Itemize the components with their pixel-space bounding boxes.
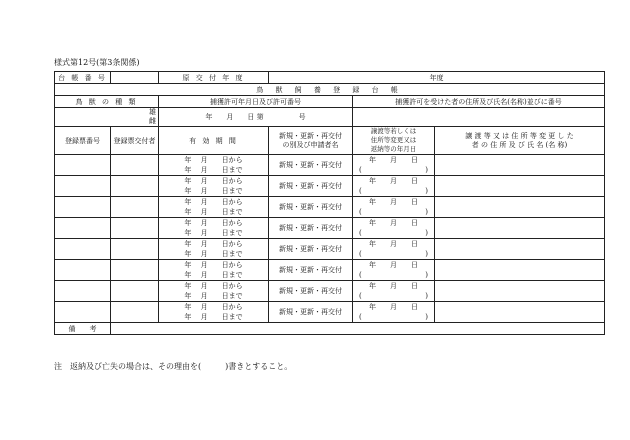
type-header (269, 127, 353, 155)
transfer-date-text: 年 月 日 (369, 303, 418, 311)
period-from: 年 月 日から (184, 240, 243, 248)
period-from: 年 月 日から (184, 156, 243, 164)
type-cell[interactable]: 新規・更新・再交付 (269, 176, 353, 197)
remarks-value[interactable] (111, 323, 605, 335)
transfer-date-text: 年 月 日 (369, 219, 418, 227)
validity-cell[interactable] (159, 302, 269, 323)
paren-open: ( (359, 292, 362, 300)
transfer-date-cell[interactable] (353, 155, 435, 176)
recipient-cell[interactable] (111, 260, 159, 281)
transfer-header-line2: 住所等変更又は (370, 136, 417, 144)
paren-open: ( (359, 313, 362, 321)
species-value[interactable] (55, 108, 159, 127)
paren-close: ) (425, 292, 428, 300)
transferee-header-line1: 譲 渡 等 又 は 住 所 等 変 更 し た (465, 131, 574, 140)
transfer-date-cell[interactable] (353, 176, 435, 197)
transferee-cell[interactable] (435, 155, 605, 176)
reg-no-cell[interactable] (55, 260, 111, 281)
period-from: 年 月 日から (184, 261, 243, 269)
ledger-number-row (55, 72, 605, 84)
validity-cell[interactable] (159, 155, 269, 176)
permit-holder-value[interactable] (353, 108, 605, 127)
recipient-cell[interactable] (111, 239, 159, 260)
type-cell[interactable]: 新規・更新・再交付 (269, 281, 353, 302)
period-to: 年 月 日まで (184, 229, 243, 237)
transfer-date-text: 年 月 日 (369, 156, 418, 164)
type-cell[interactable]: 新規・更新・再交付 (269, 302, 353, 323)
table-row (55, 239, 605, 260)
paren-open: ( (359, 208, 362, 216)
transferee-cell[interactable] (435, 239, 605, 260)
reg-no-cell[interactable] (55, 197, 111, 218)
table-row (55, 281, 605, 302)
table-row (55, 176, 605, 197)
sex-label: 雄雌 (149, 108, 156, 125)
ledger-number-label: 台 帳 番 号 (55, 72, 111, 84)
type-cell[interactable]: 新規・更新・再交付 (269, 218, 353, 239)
footer-note: 注 返納及び亡失の場合は、その理由を( )書きとすること。 (54, 362, 293, 371)
type-header-line2: の別及び申請者名 (282, 140, 339, 149)
ledger-number-value[interactable] (111, 72, 159, 84)
permit-date-value[interactable]: 年 月 日 第 号 (159, 108, 353, 127)
species-label: 鳥 獣 の 種 類 (55, 96, 159, 108)
transfer-date-cell[interactable] (353, 302, 435, 323)
species-header-row (55, 96, 605, 108)
remarks-row (55, 323, 605, 335)
period-from: 年 月 日から (184, 177, 243, 185)
validity-cell[interactable] (159, 176, 269, 197)
paren-close: ) (425, 271, 428, 279)
reg-no-cell[interactable] (55, 302, 111, 323)
paren-open: ( (359, 187, 362, 195)
paren-close: ) (425, 187, 428, 195)
entry-rows (55, 155, 605, 323)
type-cell[interactable]: 新規・更新・再交付 (269, 197, 353, 218)
transfer-date-cell[interactable] (353, 197, 435, 218)
reg-no-cell[interactable] (55, 239, 111, 260)
recipient-cell[interactable] (111, 197, 159, 218)
type-cell[interactable]: 新規・更新・再交付 (269, 260, 353, 281)
species-value-row (55, 108, 605, 127)
period-from: 年 月 日から (184, 198, 243, 206)
original-year-label: 原 交 付 年 度 (159, 72, 269, 84)
table-row (55, 155, 605, 176)
recipient-cell[interactable] (111, 176, 159, 197)
table-row (55, 218, 605, 239)
period-to: 年 月 日まで (184, 292, 243, 300)
paren-close: ) (425, 250, 428, 258)
ledger-title: 鳥 獣 飼 養 登 録 台 帳 (55, 84, 605, 96)
transferee-cell[interactable] (435, 197, 605, 218)
validity-header: 有 効 期 間 (159, 127, 269, 155)
recipient-cell[interactable] (111, 302, 159, 323)
paren-close: ) (425, 229, 428, 237)
transfer-header-line3: 返納等の年月日 (370, 145, 417, 153)
paren-open: ( (359, 229, 362, 237)
paren-open: ( (359, 250, 362, 258)
period-from: 年 月 日から (184, 219, 243, 227)
period-to: 年 月 日まで (184, 187, 243, 195)
paren-open: ( (359, 166, 362, 174)
transferee-header-line2: 者 の 住 所 及 び 氏 名 (名 称) (471, 140, 568, 149)
registration-ledger-table (54, 71, 605, 335)
ledger-title-row (55, 84, 605, 96)
table-row (55, 197, 605, 218)
type-cell[interactable]: 新規・更新・再交付 (269, 155, 353, 176)
period-to: 年 月 日まで (184, 271, 243, 279)
recipient-header: 登録票交付者 (111, 127, 159, 155)
transfer-header-line1: 譲渡等若しくは (370, 127, 417, 135)
period-to: 年 月 日まで (184, 208, 243, 216)
paren-close: ) (425, 208, 428, 216)
recipient-cell[interactable] (111, 281, 159, 302)
column-header-row (55, 127, 605, 155)
validity-cell[interactable] (159, 197, 269, 218)
transfer-date-cell[interactable] (353, 260, 435, 281)
form-title: 様式第12号(第3条関係) (54, 58, 140, 67)
recipient-cell[interactable] (111, 218, 159, 239)
validity-cell[interactable] (159, 260, 269, 281)
paren-open: ( (359, 271, 362, 279)
period-from: 年 月 日から (184, 282, 243, 290)
original-year-value[interactable] (269, 72, 605, 84)
reg-no-header: 登録票番号 (55, 127, 111, 155)
validity-cell[interactable] (159, 281, 269, 302)
reg-no-cell[interactable] (55, 218, 111, 239)
reg-no-cell[interactable] (55, 176, 111, 197)
period-to: 年 月 日まで (184, 250, 243, 258)
table-row (55, 302, 605, 323)
permit-date-label: 捕獲許可年月日及び許可番号 (159, 96, 353, 108)
table-row (55, 260, 605, 281)
transfer-date-cell[interactable] (353, 239, 435, 260)
transfer-date-text: 年 月 日 (369, 240, 418, 248)
remarks-label: 備 考 (55, 323, 111, 335)
transfer-date-header (353, 127, 435, 155)
transferee-cell[interactable] (435, 218, 605, 239)
transfer-date-text: 年 月 日 (369, 177, 418, 185)
type-cell[interactable]: 新規・更新・再交付 (269, 239, 353, 260)
validity-cell[interactable] (159, 239, 269, 260)
period-from: 年 月 日から (184, 303, 243, 311)
permit-holder-label: 捕獲許可を受けた者の住所及び氏名(名称)並びに番号 (353, 96, 605, 108)
transferee-cell[interactable] (435, 281, 605, 302)
transfer-date-text: 年 月 日 (369, 282, 418, 290)
transfer-date-text: 年 月 日 (369, 261, 418, 269)
transferee-cell[interactable] (435, 176, 605, 197)
reg-no-cell[interactable] (55, 155, 111, 176)
validity-cell[interactable] (159, 218, 269, 239)
recipient-cell[interactable] (111, 155, 159, 176)
year-suffix: 年度 (429, 73, 444, 82)
period-to: 年 月 日まで (184, 166, 243, 174)
transfer-date-cell[interactable] (353, 218, 435, 239)
paren-close: ) (425, 313, 428, 321)
transfer-date-cell[interactable] (353, 281, 435, 302)
transfer-date-text: 年 月 日 (369, 198, 418, 206)
type-header-line1: 新規・更新・再交付 (279, 131, 342, 140)
transferee-cell[interactable] (435, 260, 605, 281)
reg-no-cell[interactable] (55, 281, 111, 302)
period-to: 年 月 日まで (184, 313, 243, 321)
transferee-header (435, 127, 605, 155)
paren-close: ) (425, 166, 428, 174)
transferee-cell[interactable] (435, 302, 605, 323)
